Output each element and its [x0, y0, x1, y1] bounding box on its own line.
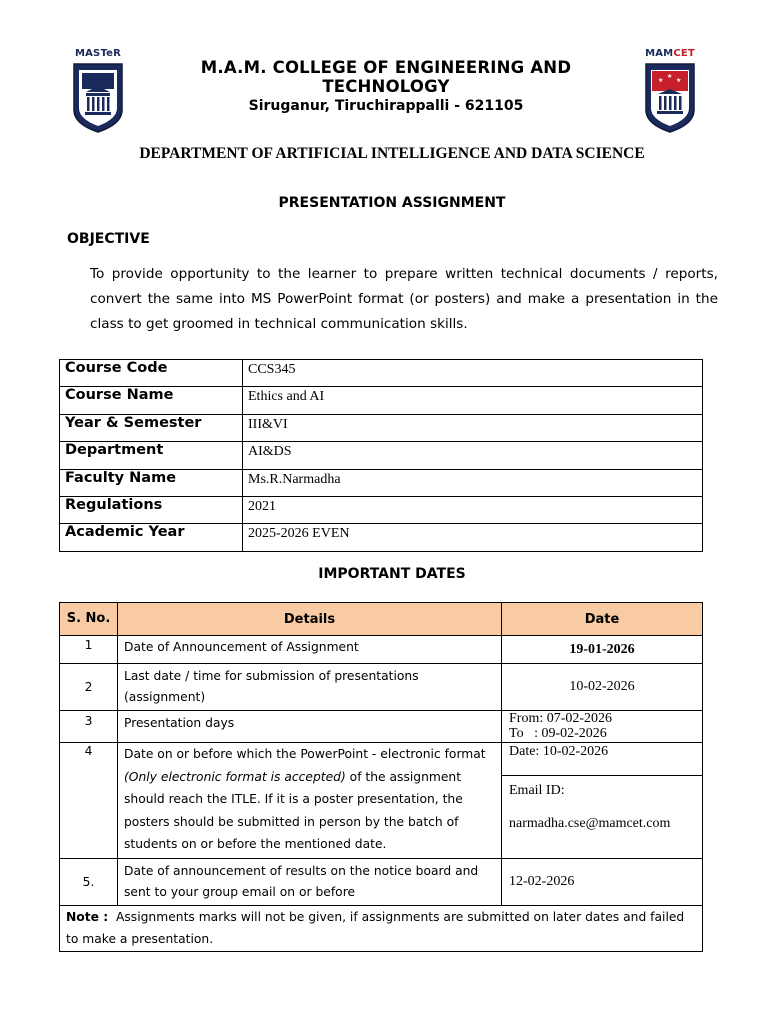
- table-row: [60, 636, 703, 664]
- header-sno: S. No.: [60, 603, 118, 636]
- row-date: 10-02-2026: [502, 664, 703, 711]
- row-label: Regulations: [60, 496, 243, 523]
- svg-text:★: ★: [676, 77, 682, 84]
- row-value: CCS345: [243, 360, 703, 387]
- table-row: [60, 711, 703, 743]
- table-row: [60, 524, 703, 551]
- note: [60, 905, 703, 951]
- row-details: Date on or before which the PowerPoint - electronic format (Only electronic format is accepted) of the assignment should reach the ITLE. If it is a poster presentation, the posters should be submitted in person by the batch of students on or before the mentioned date.: [118, 743, 502, 859]
- course-info-table: [59, 359, 703, 552]
- table-row: [60, 387, 703, 414]
- table-row: [60, 664, 703, 711]
- row-sno: 3: [60, 711, 118, 743]
- row-label: Department: [60, 442, 243, 469]
- row-date-range: [502, 711, 703, 743]
- college-logo-right: [640, 48, 700, 138]
- email-address: narmadha.cse@mamcet.com: [509, 816, 671, 831]
- row-details: Date of announcement of results on the notice board and sent to your group email on or before: [118, 858, 502, 905]
- row-sno: 1: [60, 636, 118, 664]
- row-details: Last date / time for submission of presentations (assignment): [118, 664, 502, 711]
- svg-text:★: ★: [658, 77, 664, 84]
- header-details: Details: [118, 603, 502, 636]
- row-label: Course Code: [60, 360, 243, 387]
- header-date: Date: [502, 603, 703, 636]
- department-heading: DEPARTMENT OF ARTIFICIAL INTELLIGENCE AND DATA SCIENCE: [139, 145, 645, 162]
- row-label: Academic Year: [60, 524, 243, 551]
- email-label: Email ID:: [509, 783, 565, 798]
- table-header-row: [60, 603, 703, 636]
- row-sno: 2: [60, 664, 118, 711]
- college-address: Siruganur, Tiruchirappalli - 621105: [248, 98, 524, 114]
- row-value: III&VI: [243, 414, 703, 441]
- row-value: Ethics and AI: [243, 387, 703, 414]
- row-sno: 5.: [60, 858, 118, 905]
- college-name: M.A.M. COLLEGE OF ENGINEERING AND TECHNOLOGY: [200, 58, 572, 96]
- logo-text-left: MASTeR: [74, 48, 122, 59]
- shield-icon: [70, 62, 126, 134]
- table-row: [60, 414, 703, 441]
- table-row: [60, 469, 703, 496]
- objective-text: To provide opportunity to the learner to prepare written technical documents / reports, convert the same into MS PowerPoint format (or posters) and make a presentation in the class to get groomed in technical communication skills.: [90, 266, 718, 332]
- row-value: AI&DS: [243, 442, 703, 469]
- note-label: Note :: [66, 909, 109, 924]
- row-date: 12-02-2026: [502, 858, 703, 905]
- objective-heading: OBJECTIVE: [67, 231, 150, 247]
- table-row: [60, 743, 703, 859]
- row-details: Date of Announcement of Assignment: [118, 636, 502, 664]
- row-details: Presentation days: [118, 711, 502, 743]
- date-to: To : 09-02-2026: [509, 726, 607, 741]
- important-dates-heading: IMPORTANT DATES: [318, 566, 466, 582]
- note-row: [60, 905, 703, 951]
- svg-text:★: ★: [667, 73, 673, 80]
- table-row: [60, 442, 703, 469]
- date-from: From: 07-02-2026: [509, 711, 613, 726]
- table-row: [60, 496, 703, 523]
- table-row: [60, 360, 703, 387]
- row-value: 2025-2026 EVEN: [243, 524, 703, 551]
- row-sno: 4: [60, 743, 118, 859]
- college-logo-left: [68, 48, 128, 138]
- row-label: Course Name: [60, 387, 243, 414]
- submission-date: Date: 10-02-2026: [502, 743, 702, 776]
- row-date: 19-01-2026: [502, 636, 703, 664]
- note-text: Assignments marks will not be given, if assignments are submitted on later dates and failed to make a presentation.: [66, 909, 689, 946]
- important-dates-table: [59, 602, 703, 952]
- row-value: Ms.R.Narmadha: [243, 469, 703, 496]
- crest-icon: [642, 62, 698, 134]
- row-label: Faculty Name: [60, 469, 243, 496]
- logo-text-right: MAMCET: [645, 48, 695, 59]
- page-title: PRESENTATION ASSIGNMENT: [278, 195, 506, 211]
- row-label: Year & Semester: [60, 414, 243, 441]
- table-row: [60, 858, 703, 905]
- row-date-email: [502, 743, 703, 859]
- row-value: 2021: [243, 496, 703, 523]
